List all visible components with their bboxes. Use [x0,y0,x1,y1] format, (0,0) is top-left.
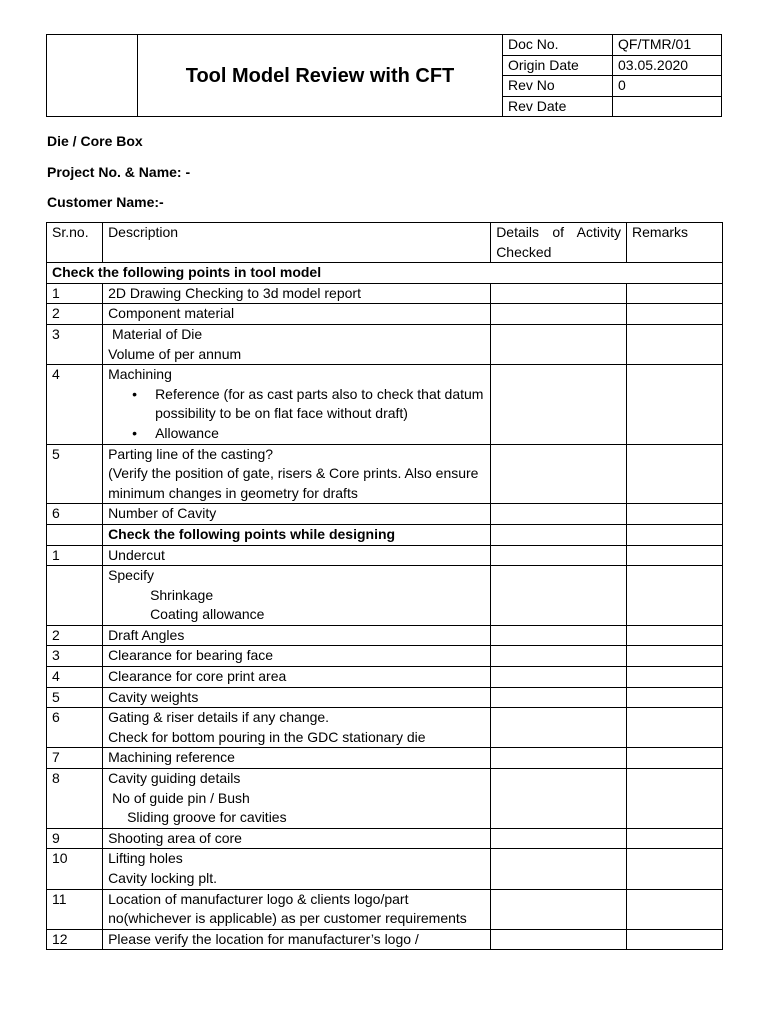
table-row [47,545,723,566]
row-description [103,708,491,748]
description-line: Component material [108,305,235,322]
row-number: 3 [47,324,103,364]
details-cell [491,667,627,688]
document-title: Tool Model Review with CFT [138,35,503,117]
row-description [103,566,491,626]
details-cell [491,646,627,667]
remarks-cell [627,625,723,646]
remarks-cell [627,708,723,748]
row-description [103,304,491,325]
description-line: Shooting area of core [108,829,242,846]
remarks-cell [627,748,723,769]
remarks-cell [627,667,723,688]
description-line: Machining reference [108,749,235,766]
details-cell [491,283,627,304]
description-line: Clearance for bearing face [108,647,274,664]
table-row [47,365,723,444]
details-cell [491,748,627,769]
remarks-cell [627,646,723,667]
row-number [47,524,103,545]
meta-key: Rev Date [503,96,613,117]
table-row [47,769,723,829]
row-number: 5 [47,687,103,708]
guide-pin-line: No of guide pin / Bush [112,789,250,806]
column-header-remarks: Remarks [627,223,723,263]
row-number: 8 [47,769,103,829]
row-number [47,566,103,626]
meta-key: Rev No [503,76,613,97]
details-cell [491,545,627,566]
description-line: 2D Drawing Checking to 3d model report [108,284,361,301]
table-row [47,667,723,688]
specify-label: Specify [108,567,154,584]
row-description [103,769,491,829]
bullet-text: Reference (for as cast parts also to check that datum possibility to be on flat face without draft) [155,385,484,422]
table-row [47,504,723,525]
remarks-cell [627,566,723,626]
meta-value: QF/TMR/01 [613,35,722,56]
row-number: 7 [47,748,103,769]
details-cell [491,828,627,849]
description-title: Cavity guiding details [108,770,241,787]
table-row [47,566,723,626]
header-block [46,34,722,117]
remarks-cell [627,769,723,829]
table-row [47,646,723,667]
remarks-cell [627,687,723,708]
description-line: Parting line of the casting? [108,445,274,462]
meta-key: Doc No. [503,35,613,56]
details-cell [491,687,627,708]
specify-item: Shrinkage [150,586,214,603]
description-title: Machining [108,366,172,383]
section-heading-designing: Check the following points while designing [103,524,491,545]
table-row [47,687,723,708]
details-cell [491,365,627,444]
row-description [103,625,491,646]
row-description [103,849,491,889]
description-line: Undercut [108,546,165,563]
specify-item: Coating allowance [150,606,265,623]
description-line: Material of Die [108,325,203,342]
description-line: Draft Angles [108,626,185,643]
die-core-box-label: Die / Core Box [47,133,143,149]
sliding-groove-line: Sliding groove for cavities [127,809,287,826]
details-cell [491,929,627,950]
bullet-text: Allowance [155,424,219,441]
table-row [47,748,723,769]
table-row [47,444,723,504]
row-description [103,444,491,504]
customer-field-label: Customer Name:- [47,194,164,210]
remarks-cell [627,828,723,849]
remarks-cell [627,929,723,950]
table-row [47,849,723,889]
bullet-item [108,424,485,444]
table-row [47,889,723,929]
row-description [103,365,491,444]
details-cell [491,889,627,929]
row-description [103,929,491,950]
description-line: Number of Cavity [108,505,217,522]
description-line: Volume of per annum [108,345,242,362]
table-header-row [47,223,723,263]
row-description [103,687,491,708]
description-line: Cavity weights [108,688,199,705]
details-cell [491,504,627,525]
description-line: Lifting holes [108,850,183,867]
row-number: 5 [47,444,103,504]
table-row [47,324,723,364]
table-row [47,625,723,646]
row-description [103,828,491,849]
remarks-cell [627,365,723,444]
details-cell [491,304,627,325]
column-header-description: Description [103,223,491,263]
checklist-table [46,222,723,950]
row-description [103,667,491,688]
row-number: 1 [47,545,103,566]
description-line: Location of manufacturer logo & clients logo/part no(whichever is applicable) as per customer requirements [108,890,467,927]
remarks-cell [627,849,723,889]
meta-value [613,96,722,117]
details-cell [491,444,627,504]
remarks-cell [627,524,723,545]
meta-value: 0 [613,76,722,97]
details-cell [491,849,627,889]
section-heading-tool-model: Check the following points in tool model [47,263,723,284]
table-row [47,929,723,950]
row-description [103,324,491,364]
row-number: 2 [47,625,103,646]
bullet-icon: • [132,385,137,402]
table-row [47,304,723,325]
section-heading-row [47,524,723,545]
remarks-cell [627,283,723,304]
bullet-icon: • [132,424,137,441]
details-cell [491,566,627,626]
project-field-label: Project No. & Name: - [47,164,191,180]
remarks-cell [627,324,723,364]
section-heading-row [47,263,723,284]
details-cell [491,524,627,545]
row-description [103,504,491,525]
description-line: Clearance for core print area [108,668,287,685]
row-number: 11 [47,889,103,929]
row-description [103,748,491,769]
row-number: 2 [47,304,103,325]
table-row [47,708,723,748]
row-number: 6 [47,504,103,525]
row-description [103,646,491,667]
description-line: Gating & riser details if any change. [108,709,330,726]
details-cell [491,769,627,829]
row-number: 6 [47,708,103,748]
row-description [103,545,491,566]
remarks-cell [627,504,723,525]
details-cell [491,324,627,364]
table-row [47,283,723,304]
row-number: 4 [47,667,103,688]
remarks-cell [627,444,723,504]
description-line: Please verify the location for manufacturer’s logo / [108,930,419,947]
row-number: 3 [47,646,103,667]
row-number: 4 [47,365,103,444]
meta-value: 03.05.2020 [613,55,722,76]
details-cell [491,625,627,646]
row-number: 1 [47,283,103,304]
bullet-item [108,385,485,424]
column-header-srno: Sr.no. [47,223,103,263]
description-line: Check for bottom pouring in the GDC stationary die [108,728,426,745]
row-description [103,283,491,304]
row-number: 10 [47,849,103,889]
remarks-cell [627,889,723,929]
table-row [47,828,723,849]
description-line: (Verify the position of gate, risers & Core prints. Also ensure minimum changes in geometry for drafts [108,465,483,501]
row-number: 12 [47,929,103,950]
column-header-details: Details of Activity Checked [491,223,627,263]
row-description [103,889,491,929]
row-number: 9 [47,828,103,849]
details-cell [491,708,627,748]
logo-cell [47,35,138,117]
remarks-cell [627,304,723,325]
description-line: Cavity locking plt. [108,870,217,886]
meta-key: Origin Date [503,55,613,76]
remarks-cell [627,545,723,566]
